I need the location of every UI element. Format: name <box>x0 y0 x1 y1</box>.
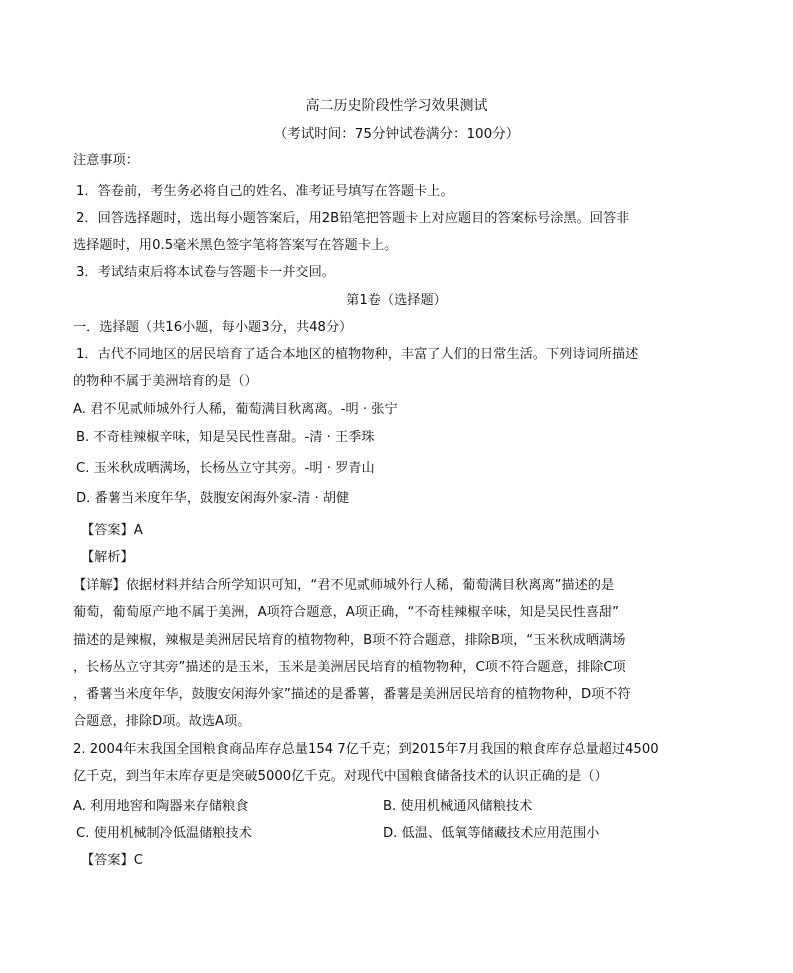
q1-answer: 【答案】A <box>81 523 143 538</box>
q2-answer: 【答案】C <box>81 853 143 868</box>
q2-stem-line-2: 亿千克，到当年末库存更是突破5000亿千克。对现代中国粮食储备技术的认识正确的是（） <box>73 769 608 784</box>
q1-detail-line-5: ，番薯当米度年华，鼓腹安闲海外家”描述的是番薯，番薯是美洲居民培育的植物物种，D项不符 <box>73 687 631 702</box>
part-title: 一．选择题（共16小题，每小题3分，共48分） <box>73 320 353 335</box>
q1-detail-line-3: 描述的是辣椒，辣椒是美洲居民培育的植物物种，B项不符合题意，排除B项，“玉米秋成晒满场 <box>73 633 626 648</box>
q1-detail-line-6: 合题意，排除D项。故选A项。 <box>73 714 251 729</box>
q2-stem-line-1: 2. 2004年末我国全国粮食商品库存总量154 7亿千克；到2015年7月我国的粮食库存总量超过4500 <box>73 742 659 757</box>
q2-option-a: A. 利用地窖和陶器来存储粮食 <box>73 799 249 814</box>
exam-info: （考试时间：75分钟试卷满分：100分） <box>273 126 520 142</box>
q1-stem-line-2: 的物种不属于美洲培育的是（） <box>73 374 258 389</box>
q1-analysis-heading: 【解析】 <box>81 550 134 565</box>
q2-option-c: C. 使用机械制冷低温储粮技术 <box>76 826 252 841</box>
q1-option-c: C. 玉米秋成晒满场，长杨丛立守其旁。-明 · 罗青山 <box>76 461 375 476</box>
q1-stem-line-1: 1．古代不同地区的居民培育了适合本地区的植物物种，丰富了人们的日常生活。下列诗词所描述 <box>76 347 639 362</box>
note-item-3: 3．考试结束后将本试卷与答题卡一并交回。 <box>76 265 335 280</box>
q1-option-b: B. 不奇桂辣椒辛味，知是吴民性喜甜。-清 · 王季珠 <box>76 430 375 445</box>
note-item-2-line-2: 选择题时，用0.5毫米黑色签字笔将答案写在答题卡上。 <box>73 238 398 253</box>
q1-detail-line-4: ，长杨丛立守其旁”描述的是玉米，玉米是美洲居民培育的植物物种，C项不符合题意，排除C项 <box>73 660 626 675</box>
q1-detail-line-2: 葡萄，葡萄原产地不属于美洲，A项符合题意，A项正确，“不奇桂辣椒辛味，知是吴民性喜甜” <box>73 605 620 620</box>
q2-option-b: B. 使用机械通风储粮技术 <box>383 799 533 814</box>
q1-option-a: A. 君不见贰师城外行人稀，葡萄满目秋离离。-明 · 张宁 <box>73 402 398 417</box>
note-item-1: 1．答卷前，考生务必将自己的姓名、准考证号填写在答题卡上。 <box>76 184 454 199</box>
q1-option-d: D. 番薯当米度年华，鼓腹安闲海外家-清 · 胡健 <box>76 491 350 506</box>
q1-detail-line-1: 【详解】依据材料并结合所学知识可知，“君不见贰师城外行人稀，葡萄满目秋离离”描述的是 <box>73 578 615 593</box>
q2-option-d: D. 低温、低氧等储藏技术应用范围小 <box>383 826 600 841</box>
notes-heading: 注意事项： <box>73 153 139 168</box>
note-item-2-line-1: 2．回答选择题时，选出每小题答案后，用2B铅笔把答题卡上对应题目的答案标号涂黑。回答非 <box>76 211 630 226</box>
volume-title: 第1卷（选择题） <box>346 293 447 308</box>
page-title: 高二历史阶段性学习效果测试 <box>305 98 488 114</box>
